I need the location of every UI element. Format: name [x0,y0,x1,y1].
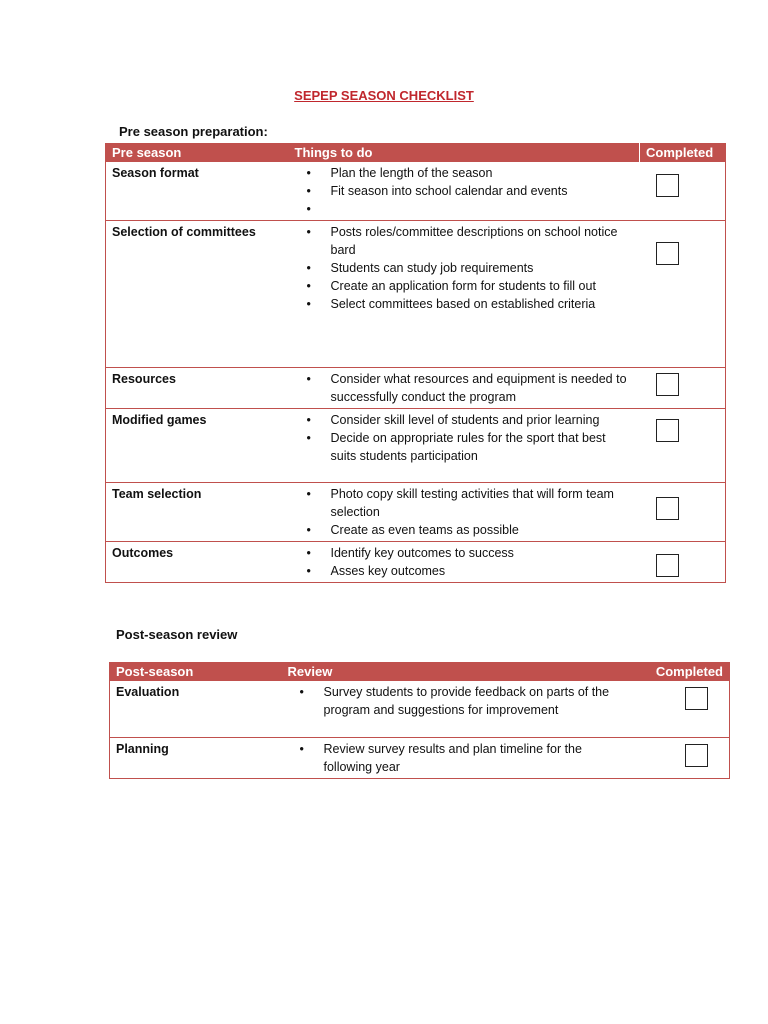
completed-checkbox[interactable] [656,419,679,442]
row-label: Selection of committees [106,221,289,368]
column-header-pre-season: Pre season [106,143,289,162]
row-items [282,681,639,737]
column-header-completed: Completed [639,662,730,681]
column-header-completed: Completed [640,143,726,162]
list-item: • Create an application form for students to fill out [295,277,634,295]
completed-cell [640,162,726,221]
list-item: • Asses key outcomes [295,562,634,580]
completed-checkbox[interactable] [656,554,679,577]
list-item: • Decide on appropriate rules for the sport that best suits students participation [295,429,634,465]
column-header-post-season: Post-season [110,662,282,681]
completed-checkbox[interactable] [656,174,679,197]
list-item: • Fit season into school calendar and events [295,182,634,200]
table-row [106,162,726,221]
row-items [289,221,640,368]
list-item: • Plan the length of the season [295,164,634,182]
list-item: • Posts roles/committee descriptions on school notice bard [295,223,634,259]
list-item: • Survey students to provide feedback on parts of the program and suggestions for improvement [288,683,633,719]
table-row [106,542,726,583]
post-season-heading: Post-season review [116,627,238,642]
row-items [289,542,640,583]
completed-checkbox[interactable] [656,373,679,396]
completed-checkbox[interactable] [685,687,708,710]
list-item: • Consider skill level of students and prior learning [295,411,634,429]
list-item [295,200,634,218]
completed-cell [640,221,726,368]
completed-checkbox[interactable] [656,497,679,520]
column-header-review: Review [282,662,639,681]
document-title: SEPEP SEASON CHECKLIST [294,88,474,103]
row-items [289,162,640,221]
row-items [289,409,640,483]
completed-cell [640,483,726,542]
row-label: Season format [106,162,289,221]
completed-cell [640,542,726,583]
row-label: Resources [106,368,289,409]
list-item: • Create as even teams as possible [295,521,634,539]
row-label: Outcomes [106,542,289,583]
table-row [106,483,726,542]
row-label: Modified games [106,409,289,483]
row-label: Evaluation [110,681,282,737]
row-label: Planning [110,737,282,778]
table-row [106,409,726,483]
list-item: • Consider what resources and equipment is needed to successfully conduct the program [295,370,634,406]
table-row [106,221,726,368]
completed-cell [640,409,726,483]
row-items [289,368,640,409]
table-row [106,368,726,409]
column-header-things-to-do: Things to do [289,143,640,162]
pre-season-table [105,143,726,583]
completed-checkbox[interactable] [656,242,679,265]
pre-season-heading: Pre season preparation: [119,124,268,139]
table-row [110,737,730,778]
row-items [289,483,640,542]
completed-checkbox[interactable] [685,744,708,767]
list-item: • Photo copy skill testing activities that will form team selection [295,485,634,521]
list-item: • Select committees based on established criteria [295,295,634,313]
table-row [110,681,730,737]
list-item: • Students can study job requirements [295,259,634,277]
row-label: Team selection [106,483,289,542]
completed-cell [639,737,730,778]
table-header-row [106,143,726,162]
completed-cell [639,681,730,737]
completed-cell [640,368,726,409]
list-item: • Identify key outcomes to success [295,544,634,562]
post-season-table [109,662,730,779]
row-items [282,737,639,778]
table-header-row [110,662,730,681]
list-item: • Review survey results and plan timeline for the following year [288,740,633,776]
